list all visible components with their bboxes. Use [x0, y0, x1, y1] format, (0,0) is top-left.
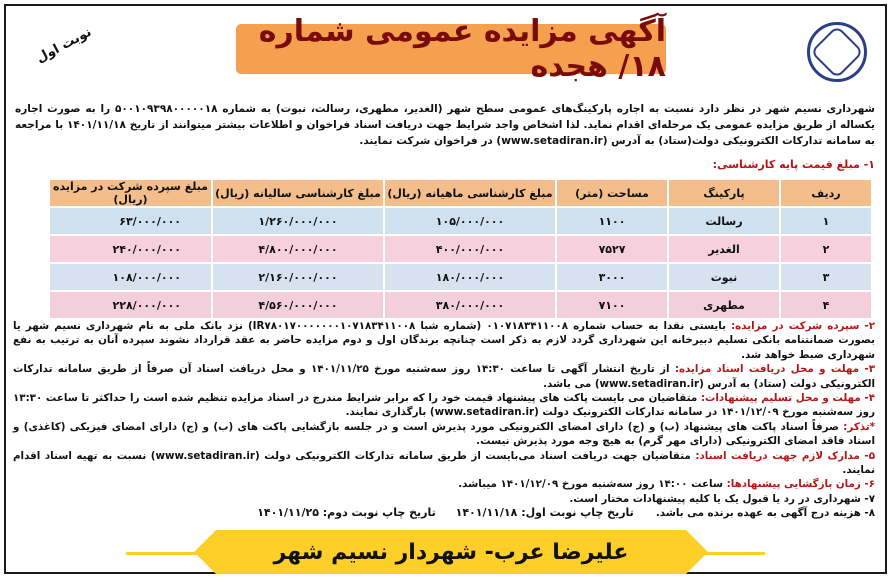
term-4 — [13, 391, 875, 420]
turn-label: نوبت اول — [33, 24, 95, 67]
term-4-body: متقاضیان می بایست پاکت های پیشنهاد قیمت خود را که برابر شرایط مندرج در اسناد مزایده تنظیم شده است را حداکثر تا ساعت ۱۳:۳۰ روز سه‌شنبه مورخ ۱۴۰۱/۱۲/۰۹ در سامانه تدارکات الکترونیک دولت (www.setadiran.ir) بارگذاری نمایند. — [13, 392, 875, 419]
cell-row-number: ۱ — [781, 208, 871, 234]
header-row-number: ردیف — [781, 180, 871, 206]
terms-section — [13, 319, 875, 521]
cell-yearly: ۱/۲۶۰/۰۰۰/۰۰۰ — [213, 208, 383, 234]
term-7: ۷- شهرداری در رد یا قبول یک یا کلیه پیشنهادات مختار است. — [569, 492, 875, 505]
term-6-heading: ۶- زمان بازگشایی پیشنهادها: — [726, 478, 875, 491]
term-5 — [13, 449, 875, 478]
mayor-signature-line: علیرضا عرب- شهردار نسیم شهر — [273, 539, 629, 565]
advertisement-sheet — [4, 4, 887, 574]
title-banner — [236, 14, 666, 84]
term-6 — [13, 477, 875, 491]
note-body: صرفاً اسناد پاکت های پیشنهاد (ب) و (ج) دارای امضای الکترونیکی مورد پذیرش است و در جلسه بازگشایی پاکت های (ب) و (ج) دارای امضای فیزیکی (کاغذی) و اسناد فاقد امضای الکترونیکی (دارای مهر گرم) به هیچ وجه مورد پذیرش نیست. — [13, 420, 875, 448]
header-yearly: مبلغ کارشناسی سالیانه (ریال) — [213, 180, 383, 206]
cell-parking: الغدیر — [669, 236, 779, 262]
table-row — [50, 264, 871, 290]
cell-area: ۳۰۰۰ — [557, 264, 667, 290]
price-table — [48, 178, 873, 320]
term-3-body: از تاریخ انتشار آگهی تا ساعت ۱۴:۳۰ روز سه‌شنبه مورخ ۱۴۰۱/۱۱/۲۵ و محل دریافت اسناد آن صرفاً از طریق سامانه تدارکات الکترونیکی دولت (ستاد) به آدرس (www.setadiran.ir) می باشد. — [13, 363, 875, 390]
footer-banner — [216, 530, 686, 574]
cell-yearly: ۴/۵۶۰/۰۰۰/۰۰۰ — [213, 292, 383, 318]
header-deposit: مبلغ سپرده شرکت در مزایده (ریال) — [50, 180, 211, 206]
cell-deposit: ۱۰۸/۰۰۰/۰۰۰ — [50, 264, 211, 290]
cell-deposit: ۲۴۰/۰۰۰/۰۰۰ — [50, 236, 211, 262]
term-3-heading: ۳- مهلت و محل دریافت اسناد مزایده: — [674, 363, 875, 376]
intro-paragraph: شهرداری نسیم شهر در نظر دارد نسبت به اجاره پارکینگ‌های عمومی سطح شهر (الغدیر، مطهری، رسالت، نبوت) به شماره ۵۰۰۱۰۹۳۹۸۰۰۰۰۰۱۸ را به صورت اجاره یکساله از طریق مزایده عمومی یک مرحله‌ای اقدام نماید. لذا اشخاص واجد شرایط جهت دریافت اسناد فراخوان و اطلاعات بیشتر میتوانند از تاریخ ۱۴۰۱/۱۱/۱۸ با مراجعه به سامانه تدارکات الکترونیکی دولت(ستاد) به آدرس (www.setadiran.ir) در فراخوان شرکت نمایند. — [15, 103, 875, 147]
first-print-date: تاریخ چاپ نوبت اول: ۱۴۰۱/۱۱/۱۸ — [455, 506, 634, 519]
table-row — [50, 236, 871, 262]
print-dates — [6, 506, 885, 519]
term-note — [13, 420, 875, 449]
term-2 — [13, 319, 875, 362]
cell-monthly: ۱۰۵/۰۰۰/۰۰۰ — [385, 208, 555, 234]
term-5-body: متقاضیان جهت دریافت اسناد می‌بایست از طریق سامانه تدارکات الکترونیکی دولت (www.setadiran.ir) نسبت به تهیه اسناد اقدام نمایند. — [13, 449, 875, 477]
cell-deposit: ۲۲۸/۰۰۰/۰۰۰ — [50, 292, 211, 318]
cell-deposit: ۶۳/۰۰۰/۰۰۰ — [50, 208, 211, 234]
cell-row-number: ۳ — [781, 264, 871, 290]
section-price-title: ۱- مبلغ قیمت پایه کارشناسی: — [712, 158, 875, 171]
table-row — [50, 292, 871, 318]
header-monthly: مبلغ کارشناسی ماهیانه (ریال) — [385, 180, 555, 206]
term-6-body: ساعت ۱۴:۰۰ روز سه‌شنبه مورخ ۱۴۰۱/۱۲/۰۹ میباشد. — [458, 478, 724, 491]
table-header-row — [50, 180, 871, 206]
cell-yearly: ۲/۱۶۰/۰۰۰/۰۰۰ — [213, 264, 383, 290]
term-8: ۸- هزینه درج آگهی به عهده برنده می باشد. — [655, 507, 875, 520]
cell-yearly: ۴/۸۰۰/۰۰۰/۰۰۰ — [213, 236, 383, 262]
cell-area: ۱۱۰۰ — [557, 208, 667, 234]
term-5-heading: ۵- مدارک لازم جهت دریافت اسناد: — [695, 449, 876, 462]
cell-parking: نبوت — [669, 264, 779, 290]
cell-row-number: ۴ — [781, 292, 871, 318]
cell-area: ۷۱۰۰ — [557, 292, 667, 318]
term-4-heading: ۴- مهلت و محل تسلیم پیشنهادات: — [700, 392, 875, 405]
cell-monthly: ۳۸۰/۰۰۰/۰۰۰ — [385, 292, 555, 318]
cell-monthly: ۱۸۰/۰۰۰/۰۰۰ — [385, 264, 555, 290]
table-row — [50, 208, 871, 234]
cell-monthly: ۴۰۰/۰۰۰/۰۰۰ — [385, 236, 555, 262]
term-3 — [13, 362, 875, 391]
header-parking: پارکینگ — [669, 180, 779, 206]
municipality-logo-icon — [807, 22, 867, 82]
cell-row-number: ۲ — [781, 236, 871, 262]
header-area: مساحت (متر) — [557, 180, 667, 206]
term-2-body: بایستی نقدا به حساب شماره ۰۱۰۷۱۸۳۴۱۱۰۰۸ (شماره شبا IR۷۸۰۱۷۰۰۰۰۰۰۰۱۰۷۱۸۳۴۱۱۰۰۸) نزد بانک ملی به نام شهرداری نسیم شهر یا بصورت ضمانتنامه بانکی تسلیم دبیرخانه این شهرداری گردد لازم به ذکر است چنانچه برندگان اول و دوم مزایده حاضر به عقد قرارداد نشوند سپرده آنان به ترتیب به نفع شهرداری ضبط خواهد شد. — [13, 320, 875, 361]
cell-parking: مطهری — [669, 292, 779, 318]
cell-area: ۷۵۲۷ — [557, 236, 667, 262]
note-heading: *تذکر: — [843, 420, 876, 433]
second-print-date: تاریخ چاپ نوبت دوم: ۱۴۰۱/۱۱/۲۵ — [257, 506, 436, 519]
cell-parking: رسالت — [669, 208, 779, 234]
page-title: آگهی مزایده عمومی شماره ۱۸/ هجده — [258, 14, 666, 84]
term-2-heading: ۲- سپرده شرکت در مزایده: — [731, 320, 875, 332]
